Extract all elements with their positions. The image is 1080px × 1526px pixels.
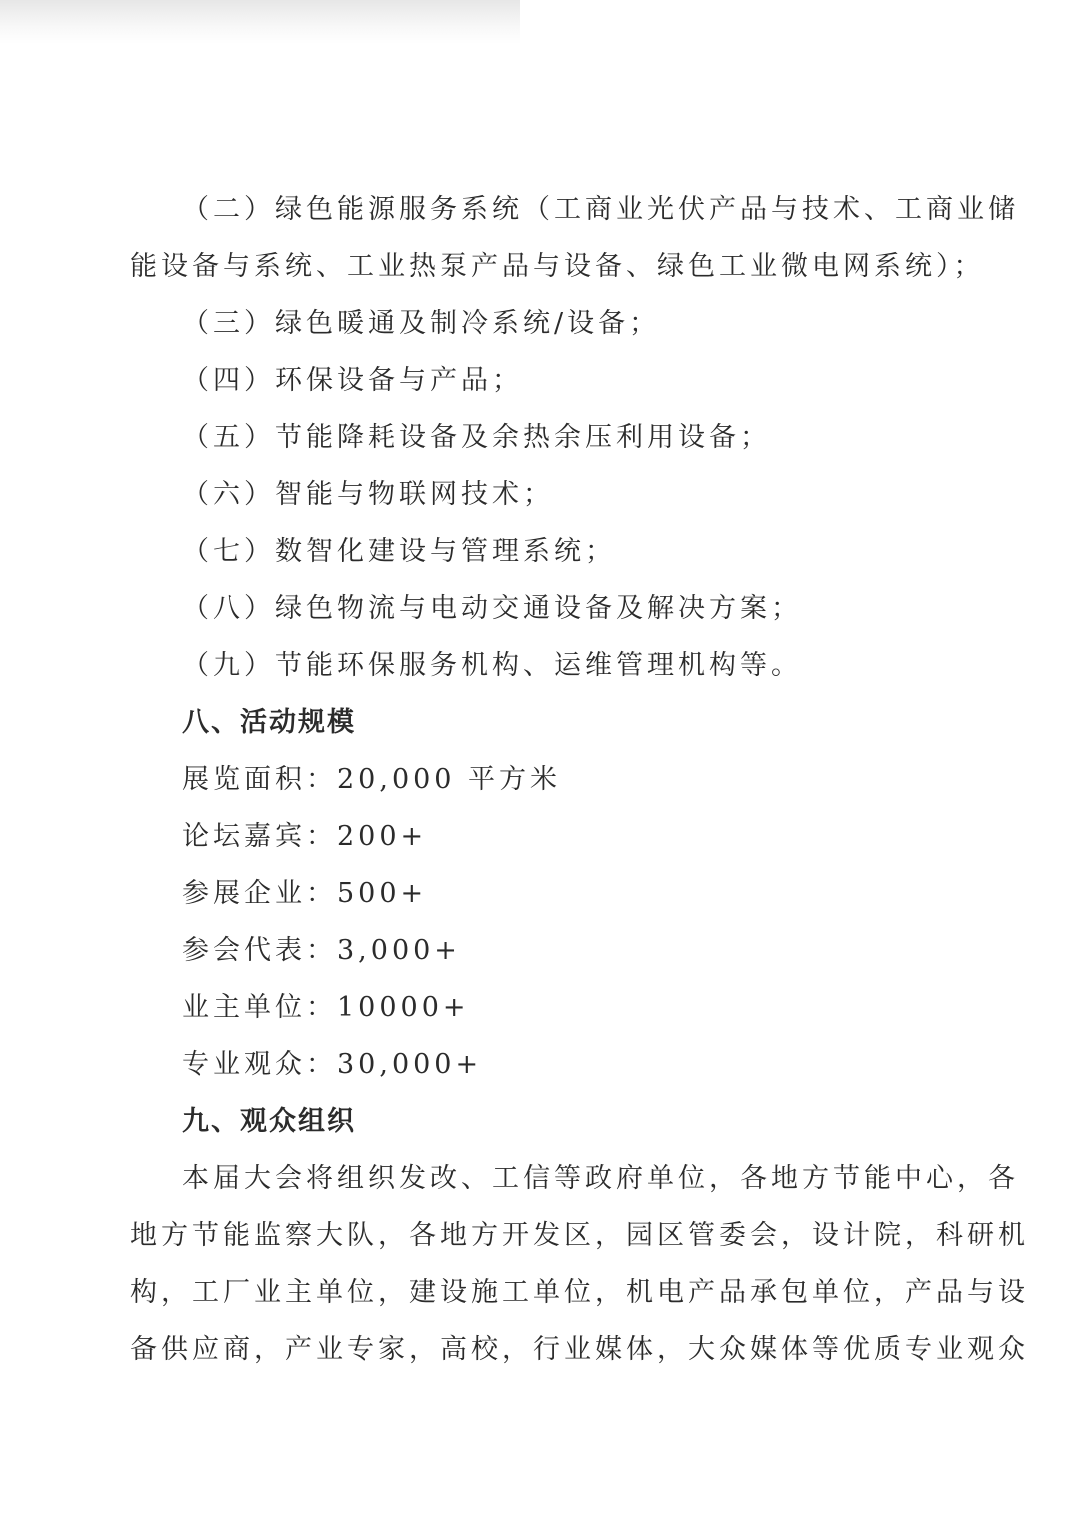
category-2-line-2: 能设备与系统、工业热泵产品与设备、绿色工业微电网系统）；	[130, 251, 985, 282]
category-2-line-1: （二）绿色能源服务系统（工商业光伏产品与技术、工商业储	[182, 194, 1019, 225]
category-9: （九）节能环保服务机构、运维管理机构等。	[182, 650, 802, 681]
section-9-paragraph-line-3: 构，工厂业主单位，建设施工单位，机电产品承包单位，产品与设	[130, 1277, 1029, 1308]
stat-forum-guests: 论坛嘉宾：200+	[182, 821, 428, 852]
stat-exhibition-area: 展览面积：20,000 平方米	[182, 764, 562, 795]
section-8-heading: 八、活动规模	[182, 707, 356, 738]
section-9-paragraph-line-1: 本届大会将组织发改、工信等政府单位，各地方节能中心，各	[182, 1163, 1019, 1194]
category-3: （三）绿色暖通及制冷系统/设备；	[182, 308, 661, 339]
section-9-paragraph-line-2: 地方节能监察大队，各地方开发区，园区管委会，设计院，科研机	[130, 1220, 1029, 1251]
category-5: （五）节能降耗设备及余热余压利用设备；	[182, 422, 771, 453]
category-8: （八）绿色物流与电动交通设备及解决方案；	[182, 593, 802, 624]
stat-delegates: 参会代表：3,000+	[182, 935, 461, 966]
category-4: （四）环保设备与产品；	[182, 365, 523, 396]
section-9-paragraph-line-4: 备供应商，产业专家，高校，行业媒体，大众媒体等优质专业观众	[130, 1334, 1029, 1365]
stat-owner-units: 业主单位：10000+	[182, 992, 470, 1023]
section-9-heading: 九、观众组织	[182, 1106, 356, 1137]
stat-professional-visitors: 专业观众：30,000+	[182, 1049, 483, 1080]
category-7: （七）数智化建设与管理系统；	[182, 536, 616, 567]
stat-exhibitors: 参展企业：500+	[182, 878, 428, 909]
category-6: （六）智能与物联网技术；	[182, 479, 554, 510]
